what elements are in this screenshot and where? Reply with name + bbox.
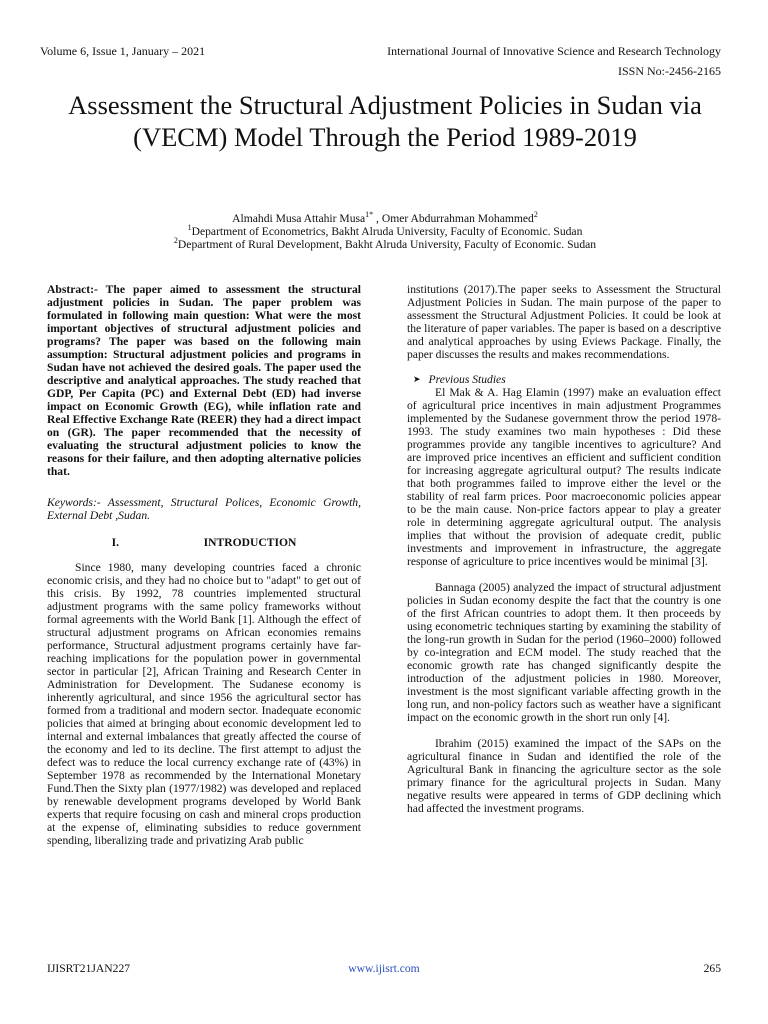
arrow-bullet-icon: ➤ (413, 374, 421, 384)
author-2-marker: 2 (533, 210, 538, 220)
affiliation-1 (40, 225, 730, 238)
section-title: INTRODUCTION (203, 536, 297, 549)
affiliation-1-marker: 1 (187, 223, 192, 233)
author-1-name: Almahdi Musa Attahir Musa (232, 212, 366, 225)
left-column (47, 283, 361, 847)
author-2-name: , Omer Abdurrahman Mohammed (373, 212, 534, 225)
section-heading-introduction (47, 536, 361, 549)
previous-studies-paragraph-1: El Mak & A. Hag Elamin (1997) make an evaluation effect of agricultural price incentives in main adjustment Programmes implemented by the Sudanese government throw the period 1978-1993. The study examines two main hypotheses : Did these programmes provide any tangible incentives to agriculture? And are improved price incentives an efficient and sufficient condition for increasing aggregate agricultural output? The results indicate that both programmes failed to improve either the level or the stability of real farm prices. Poor macroeconomic policies appear to be the main cause. Non-price factors appear to play a greater role in determining aggregate agricultural output. The analysis implies that without the provision of adequate credit, public investments and improvement in infrastructure, the aggregate response of agriculture to price incentives would be minimal [3]. (407, 386, 721, 568)
subsection-title: Previous Studies (428, 373, 506, 386)
paper-title: Assessment the Structural Adjustment Policies in Sudan via (VECM) Model Through the Period 1989-2019 (68, 90, 702, 152)
section-number: I. (111, 536, 120, 549)
running-header-issn: ISSN No:-2456-2165 (617, 64, 721, 78)
subsection-heading (407, 373, 721, 386)
affiliation-2 (40, 238, 730, 251)
author-1-marker: 1* (365, 210, 374, 220)
affiliation-2-marker: 2 (173, 236, 178, 246)
running-header-journal: International Journal of Innovative Science and Research Technology (387, 44, 721, 58)
previous-studies-paragraph-3: Ibrahim (2015) examined the impact of the SAPs on the agricultural finance in Sudan and identified the role of the Agricultural Bank in financing the agriculture sector as the sole primary finance for the agricultural projects in Sudan. Many negative results were appeared in terms of GDP declining which had affected the investment programs. (407, 737, 721, 815)
keywords: Keywords:- Assessment, Structural Polices, Economic Growth, External Debt ,Sudan. (47, 496, 361, 522)
footer-page-number: 265 (703, 962, 721, 975)
affiliation-2-text: Department of Rural Development, Bakht Alruda University, Faculty of Economic. Sudan (177, 238, 597, 251)
introduction-continuation: institutions (2017).The paper seeks to Assessment the Structural Adjustment Policies in Sudan. The main purpose of the paper to assessment the Structural Adjustment Policies. It could be look at the literature of paper variables. The paper is based on a descriptive and analytical approaches by using Eviews Package. Finally, the paper discusses the results and makes recommendations. (407, 283, 721, 361)
footer-paper-id: IJISRT21JAN227 (47, 962, 131, 975)
footer-website-link[interactable]: www.ijisrt.com (348, 962, 420, 975)
right-column (407, 283, 721, 815)
running-header-volume: Volume 6, Issue 1, January – 2021 (40, 44, 206, 58)
abstract: Abstract:- The paper aimed to assessment the structural adjustment policies in Sudan. The paper problem was formulated in following main question: What were the most important objectives of structural adjustment policies and programs? The paper was based on the following main assumption: Structural adjustment policies and programs in Sudan have not achieved the desired goals. The paper used the descriptive and analytical approaches. The study reached that GDP, Per Capita (PC) and External Debt (ED) had inverse impact on Economic Growth (EG), while inflation rate and Real Effective Exchange Rate (REER) they had a direct impact on (GR). The paper recommended that the necessity of evaluating the structural adjustment policies to know the reasons for their failure, and then adopting alternative policies that. (47, 283, 361, 478)
author-block (40, 212, 730, 251)
footer-website (0, 962, 768, 976)
affiliation-1-text: Department of Econometrics, Bakht Alruda University, Faculty of Economic. Sudan (191, 225, 583, 238)
introduction-paragraph: Since 1980, many developing countries faced a chronic economic crisis, and they had no choice but to "adapt" to get out of this crisis. By 1992, 78 countries implemented structural adjustment programs with the same policy frameworks without formal agreements with the World Bank [1]. Although the effect of structural adjustment programs on African economies remains performance, Structural adjustment programs certainly have far-reaching implications for the population power in governmental sector in particular [2], African Training and Research Center in Administration for Development. The Sudanese economy is inherently agricultural, and since 1956 the agricultural sector has formed from a traditional and modern sector. Inadequate economic policies that aimed at bringing about economic development led to internal and external imbalances that greatly affected the course of the economy and led to its decline. The first attempt to adjust the defect was to reduce the local currency exchange rate of (43%) in September 1978 as recommended by the International Monetary Fund.Then the Sixty plan (1977/1982) was developed and replaced by renewable development programs developed by World Bank experts that require focusing on cash and mineral crops production at the expense of, eliminating subsidies to reduce government spending, liberalizing trade and privatizing Arab public (47, 561, 361, 847)
previous-studies-paragraph-2: Bannaga (2005) analyzed the impact of structural adjustment policies in Sudan economy despite the fact that the country is one of the first African countries to adopt them. It then proceeds by using econometric techniques starting by examining the stability of the long-run growth in Sudan for the period (1960–2000) followed by co-integration and ECM model. The study reached that the economic growth rate has changed significantly despite the introduction of the adjustment policies in 1980. Moreover, investment is the most significant variable affecting growth in the long run, and non-policy factors such as weather have a significant impact on the economic growth in the short run only [4]. (407, 581, 721, 724)
author-line (40, 212, 730, 225)
